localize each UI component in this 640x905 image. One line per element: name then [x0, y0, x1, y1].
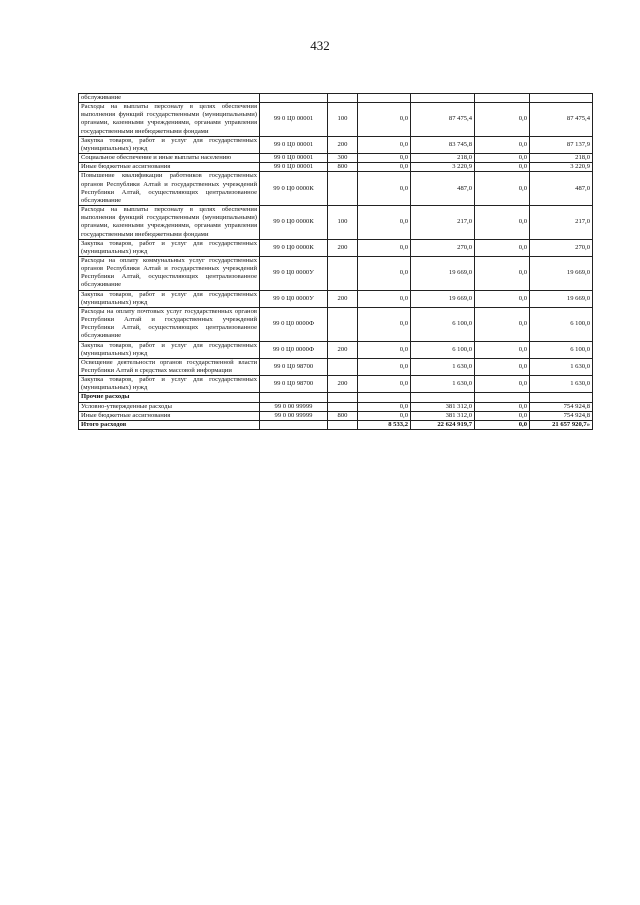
amount-2: [411, 94, 475, 103]
amount-4: 217,0: [530, 206, 593, 240]
amount-1: 0,0: [358, 163, 411, 172]
row-name: Расходы на выплаты персоналу в целях обеспечения выполнения функций государственными (муниципальными) органами, казенными учреждениями, органами управления государственными внебюджетными фондами: [79, 206, 260, 240]
target-code: [260, 420, 328, 429]
target-code: 99 0 00 99999: [260, 411, 328, 420]
table-row: [79, 420, 593, 429]
amount-3: [475, 393, 530, 402]
table-row: [79, 136, 593, 153]
target-code: 99 0 Ц0 00001: [260, 103, 328, 137]
target-code: 99 0 Ц0 0000К: [260, 172, 328, 206]
table-row: [79, 154, 593, 163]
row-name: обслуживание: [79, 94, 260, 103]
row-name: Иные бюджетные ассигнования: [79, 163, 260, 172]
amount-4: 87 475,4: [530, 103, 593, 137]
amount-1: 0,0: [358, 154, 411, 163]
row-name: Повышение квалификации работников государственных органов Республики Алтай и государственных учреждений Республики Алтай, осуществляющих централизованное обслуживание: [79, 172, 260, 206]
amount-2: 6 100,0: [411, 341, 475, 358]
amount-2: 1 630,0: [411, 376, 475, 393]
amount-2: 487,0: [411, 172, 475, 206]
expense-type: [328, 256, 358, 290]
table-row: [79, 341, 593, 358]
amount-1: [358, 393, 411, 402]
amount-1: 0,0: [358, 402, 411, 411]
table-row: [79, 290, 593, 307]
budget-table: [78, 93, 593, 430]
amount-2: 217,0: [411, 206, 475, 240]
amount-1: 0,0: [358, 358, 411, 375]
row-name: Расходы на оплату почтовых услуг государственных органов Республики Алтай и государственных учреждений Республики Алтай, осуществляющих централизованное обслуживание: [79, 307, 260, 341]
amount-3: 0,0: [475, 402, 530, 411]
amount-3: 0,0: [475, 307, 530, 341]
amount-1: 0,0: [358, 411, 411, 420]
target-code: 99 0 Ц0 98700: [260, 376, 328, 393]
amount-2: 1 630,0: [411, 358, 475, 375]
amount-3: 0,0: [475, 358, 530, 375]
target-code: 99 0 Ц0 00001: [260, 163, 328, 172]
amount-2: 19 669,0: [411, 256, 475, 290]
amount-3: 0,0: [475, 411, 530, 420]
amount-4: 6 100,0: [530, 307, 593, 341]
target-code: 99 0 00 99999: [260, 402, 328, 411]
table-row: [79, 163, 593, 172]
amount-3: 0,0: [475, 341, 530, 358]
expense-type: 200: [328, 136, 358, 153]
target-code: 99 0 Ц0 0000Ф: [260, 307, 328, 341]
amount-3: 0,0: [475, 163, 530, 172]
target-code: 99 0 Ц0 0000Ф: [260, 341, 328, 358]
table-row: [79, 172, 593, 206]
amount-1: 0,0: [358, 239, 411, 256]
amount-1: 0,0: [358, 341, 411, 358]
expense-type: [328, 94, 358, 103]
row-name: Закупка товаров, работ и услуг для государственных (муниципальных) нужд: [79, 341, 260, 358]
table-row: [79, 376, 593, 393]
table-row: [79, 103, 593, 137]
row-name: Закупка товаров, работ и услуг для государственных (муниципальных) нужд: [79, 136, 260, 153]
expense-type: [328, 358, 358, 375]
amount-4: 21 657 920,7»: [530, 420, 593, 429]
amount-1: [358, 94, 411, 103]
row-name: Расходы на выплаты персоналу в целях обеспечения выполнения функций государственными (муниципальными) органами, казенными учреждениями, органами управления государственными внебюджетными фондами: [79, 103, 260, 137]
amount-2: [411, 393, 475, 402]
amount-3: 0,0: [475, 256, 530, 290]
amount-4: [530, 94, 593, 103]
target-code: 99 0 Ц0 00001: [260, 136, 328, 153]
expense-type: 800: [328, 163, 358, 172]
amount-2: 381 312,0: [411, 402, 475, 411]
row-name: Закупка товаров, работ и услуг для государственных (муниципальных) нужд: [79, 376, 260, 393]
amount-1: 0,0: [358, 206, 411, 240]
table-row: [79, 94, 593, 103]
expense-type: 800: [328, 411, 358, 420]
amount-2: 6 100,0: [411, 307, 475, 341]
amount-2: 270,0: [411, 239, 475, 256]
expense-type: [328, 420, 358, 429]
table-row: [79, 358, 593, 375]
amount-3: [475, 94, 530, 103]
amount-1: 0,0: [358, 256, 411, 290]
table-row: [79, 402, 593, 411]
target-code: 99 0 Ц0 98700: [260, 358, 328, 375]
target-code: [260, 94, 328, 103]
amount-4: 19 669,0: [530, 256, 593, 290]
expense-type: 100: [328, 206, 358, 240]
page-number: 432: [310, 38, 330, 53]
target-code: 99 0 Ц0 0000У: [260, 290, 328, 307]
amount-2: 19 669,0: [411, 290, 475, 307]
target-code: [260, 393, 328, 402]
table-row: [79, 393, 593, 402]
target-code: 99 0 Ц0 0000У: [260, 256, 328, 290]
row-name: Закупка товаров, работ и услуг для государственных (муниципальных) нужд: [79, 290, 260, 307]
amount-4: 87 137,9: [530, 136, 593, 153]
row-name: Итого расходов: [79, 420, 260, 429]
amount-4: 6 100,0: [530, 341, 593, 358]
expense-type: [328, 307, 358, 341]
amount-1: 0,0: [358, 136, 411, 153]
amount-4: 218,0: [530, 154, 593, 163]
amount-4: [530, 393, 593, 402]
expense-type: 300: [328, 154, 358, 163]
table-row: [79, 307, 593, 341]
amount-3: 0,0: [475, 420, 530, 429]
amount-2: 87 475,4: [411, 103, 475, 137]
amount-1: 0,0: [358, 307, 411, 341]
row-name: Расходы на оплату коммунальных услуг государственных органов Республики Алтай и государственных учреждений Республики Алтай, осуществляющих централизованное обслуживание: [79, 256, 260, 290]
table-row: [79, 206, 593, 240]
expense-type: [328, 402, 358, 411]
amount-3: 0,0: [475, 172, 530, 206]
amount-2: 218,0: [411, 154, 475, 163]
row-name: Закупка товаров, работ и услуг для государственных (муниципальных) нужд: [79, 239, 260, 256]
amount-4: 754 924,8: [530, 411, 593, 420]
target-code: 99 0 Ц0 0000К: [260, 206, 328, 240]
amount-4: 19 669,0: [530, 290, 593, 307]
table-row: [79, 256, 593, 290]
expense-type: 200: [328, 290, 358, 307]
amount-3: 0,0: [475, 103, 530, 137]
amount-2: 3 220,9: [411, 163, 475, 172]
row-name: Освещение деятельности органов государственной власти Республики Алтай в средствах массовой информации: [79, 358, 260, 375]
expense-type: 200: [328, 341, 358, 358]
table-row: [79, 239, 593, 256]
amount-3: 0,0: [475, 136, 530, 153]
amount-3: 0,0: [475, 206, 530, 240]
amount-3: 0,0: [475, 376, 530, 393]
amount-4: 1 630,0: [530, 358, 593, 375]
expense-type: 200: [328, 376, 358, 393]
target-code: 99 0 Ц0 0000К: [260, 239, 328, 256]
row-name: Прочие расходы: [79, 393, 260, 402]
amount-3: 0,0: [475, 239, 530, 256]
amount-4: 270,0: [530, 239, 593, 256]
amount-1: 0,0: [358, 376, 411, 393]
amount-2: 22 624 919,7: [411, 420, 475, 429]
row-name: Иные бюджетные ассигнования: [79, 411, 260, 420]
amount-2: 381 312,0: [411, 411, 475, 420]
row-name: Условно-утвержденные расходы: [79, 402, 260, 411]
expense-type: 100: [328, 103, 358, 137]
row-name: Социальное обеспечение и иные выплаты населению: [79, 154, 260, 163]
expense-type: [328, 172, 358, 206]
amount-3: 0,0: [475, 154, 530, 163]
amount-2: 83 745,8: [411, 136, 475, 153]
amount-1: 0,0: [358, 103, 411, 137]
target-code: 99 0 Ц0 00001: [260, 154, 328, 163]
amount-1: 8 533,2: [358, 420, 411, 429]
amount-4: 3 220,9: [530, 163, 593, 172]
expense-type: 200: [328, 239, 358, 256]
table-row: [79, 411, 593, 420]
amount-4: 754 924,8: [530, 402, 593, 411]
amount-3: 0,0: [475, 290, 530, 307]
amount-1: 0,0: [358, 172, 411, 206]
expense-type: [328, 393, 358, 402]
amount-4: 487,0: [530, 172, 593, 206]
amount-1: 0,0: [358, 290, 411, 307]
amount-4: 1 630,0: [530, 376, 593, 393]
